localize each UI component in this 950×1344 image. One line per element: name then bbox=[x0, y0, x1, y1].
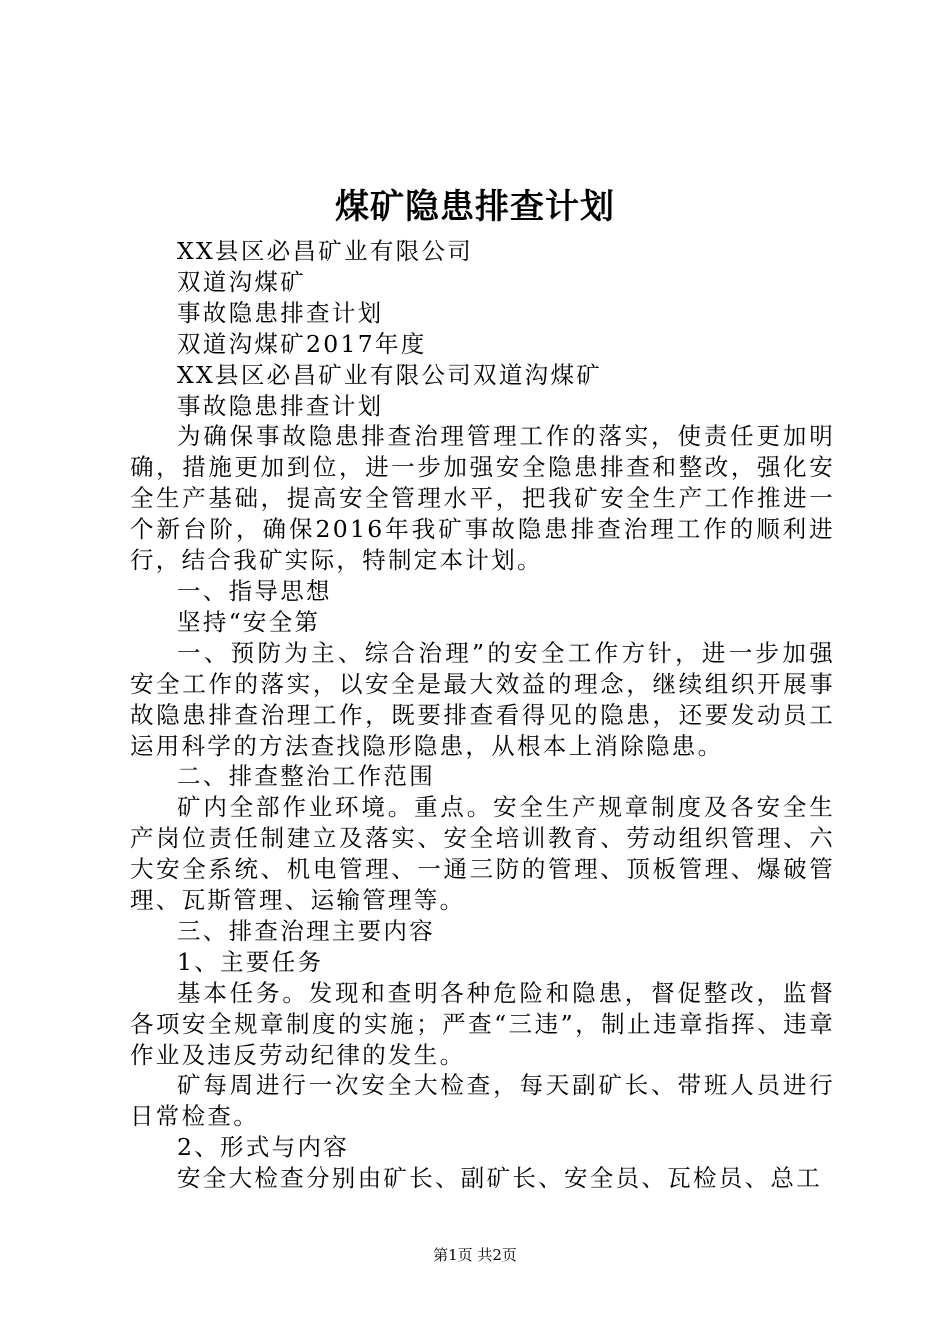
paragraph: 双道沟煤矿2017年度 bbox=[177, 329, 427, 358]
subsection-heading: 2、形式与内容 bbox=[177, 1133, 350, 1162]
paragraph: 双道沟煤矿 bbox=[177, 267, 306, 296]
document-body bbox=[130, 236, 835, 1194]
paragraph: 基本任务。发现和查明各种危险和隐患，督促整改，监督各项安全规章制度的实施；严查“三违”，制止违章指挥、违章作业及违反劳动纪律的发生。 bbox=[130, 978, 835, 1069]
paragraph: 事故隐患排查计划 bbox=[177, 298, 384, 327]
paragraph: 矿内全部作业环境。重点。安全生产规章制度及各安全生产岗位责任制建立及落实、安全培训教育、劳动组织管理、六大安全系统、机电管理、一通三防的管理、顶板管理、爆破管理、瓦斯管理、运输管理等。 bbox=[130, 793, 835, 915]
paragraph: 为确保事故隐患排查治理管理工作的落实，使责任更加明确，措施更加到位，进一步加强安全隐患排查和整改，强化安全生产基础，提高安全管理水平，把我矿安全生产工作推进一个新台阶，确保2016年我矿事故隐患排查治理工作的顺利进行，结合我矿实际，特制定本计划。 bbox=[130, 422, 835, 575]
paragraph: 一、预防为主、综合治理”的安全工作方针，进一步加强安全工作的落实，以安全是最大效益的理念，继续组织开展事故隐患排查治理工作，既要排查看得见的隐患，还要发动员工运用科学的方法查找隐形隐患，从根本上消除隐患。 bbox=[130, 638, 835, 760]
paragraph: XX县区必昌矿业有限公司 bbox=[177, 237, 474, 265]
paragraph: XX县区必昌矿业有限公司双道沟煤矿 bbox=[177, 360, 603, 389]
paragraph: 矿每周进行一次安全大检查，每天副矿长、带班人员进行日常检查。 bbox=[130, 1071, 835, 1131]
subsection-heading: 1、主要任务 bbox=[177, 947, 324, 976]
document-title: 煤矿隐患排查计划 bbox=[335, 187, 615, 227]
paragraph: 安全大检查分别由矿长、副矿长、安全员、瓦检员、总工 bbox=[177, 1164, 822, 1193]
section-heading: 一、指导思想 bbox=[177, 576, 332, 605]
paragraph: 坚持“安全第 bbox=[177, 607, 321, 636]
paragraph: 事故隐患排查计划 bbox=[177, 391, 384, 420]
section-heading: 三、排查治理主要内容 bbox=[177, 916, 435, 945]
section-heading: 二、排查整治工作范围 bbox=[177, 762, 435, 791]
page-number-footer: 第1页 共2页 bbox=[433, 1246, 517, 1264]
